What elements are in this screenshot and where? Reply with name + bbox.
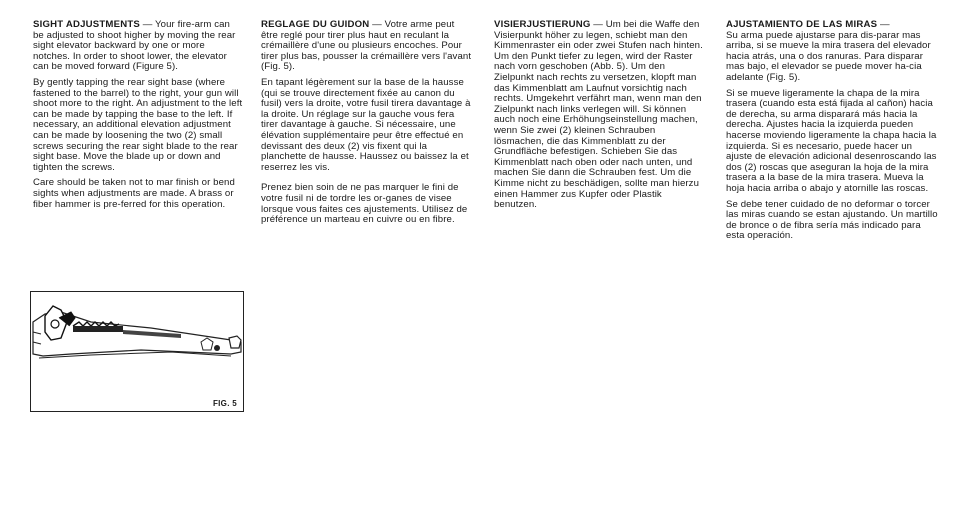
paragraph-es-3: Se debe tener cuidado de no deformar o torcer las miras cuando se estan ajustando. Un martillo de bronce o de fibra sería más indicado para esta operación. [726, 198, 938, 242]
paragraph-es-2: Si se mueve ligeramente la chapa de la mira trasera (cuando esta está fijada al cañon) hacia de derecha, su arma disparará más hacia la derecha. Ajustes hacia la izquierda pueden hacerse moviendo ligeramente la chapa hacia la izquierda. Si es necesario, puede hacer un ajuste de elevación adicional desenroscando las dos (2) roscas que aseguran la hoja de la mira trasera a la base de la mira trasera. Mueva la hoja hacia arriba o abajo y atornille las roscas. [726, 87, 937, 194]
heading-french: REGLAGE DU GUIDON [261, 19, 370, 30]
paragraph-de-1: VISIERJUSTIERUNG — Um bei die Waffe den Visierpunkt höher zu legen, schiebt man den Kimmenraster ein oder zwei Stufen nach hinten. Um den Punkt tiefer zu legen, wird der Raster nach vorn geschoben (Abb. 5). Um den Zielpunkt nach rechts zu versetzen, klopft man das Kimmenblatt am Laufnut vorsichtig nach rechts. Umgekehrt verfährt man, wenn man den Zielpunkt nach links verlegen will. Si können auch noch eine Erhöhungseinstellung machen, wenn Sie zwei (2) kleinen Schrauben lösmachen, die das Kimmenblatt zu der Grundfläche befestigen. Schieben Sie das Kimmenblatt nach oben oder nach unten, und machen Sie dann die Schrauben fest. Um die Kimme nicht zu beschädigen, sollte man hierzu einen Hammer zus Kupfer oder Plastik benutzen. [494, 19, 703, 211]
heading-spanish: AJUSTAMIENTO DE LAS MIRAS [726, 19, 878, 30]
column-french [261, 20, 473, 231]
rear-sight-illustration-icon [31, 292, 243, 411]
paragraph-es-1: AJUSTAMIENTO DE LAS MIRAS — Su arma puede ajustarse para dis-parar mas arriba, si se mueve la mira trasera del elevador hacia atrás, una o dos ranuras. Para disparar mas bajo, el elevador se puede mover ha-cia adelante (Fig. 5). [726, 19, 931, 83]
column-german [494, 20, 704, 216]
paragraph-fr-3: Prenez bien soin de ne pas marquer le fini de votre fusil ni de tordre les or-ganes de visee lorsque vous faites ces ajustements. Utilisez de préférence un marteau en cuivre ou en fibre. [261, 182, 468, 226]
figure-label: FIG. 5 [212, 399, 237, 408]
paragraph-en-2: By gently tapping the rear sight base (where fastened to the barrel) to the right, your gun will shoot more to the right. An adjustment to the left can be made by tapping the base to the left. If necessary, an additional elevation adjustment can be made by loosening the two (2) small screws securing the rear sight blade to the rear sight base. Move the blade up or down and tighten the screws. [33, 76, 243, 173]
text-de-1: Um bei die Waffe den Visierpunkt höher zu legen, schiebt man den Kimmenraster ein oder zwei Stufen nach hinten. Um den Punkt tiefer zu legen, wird der Raster nach vorn geschoben (Abb. 5). Um den Zielpunkt nach rechts zu versetzen, klopft man das Kimmenblatt am Laufnut vorsichtig nach rechts. Umgekehrt verfährt man, wenn man den Zielpunkt nach links verlegen will. Si können auch noch eine Erhöhungseinstellung machen, wenn Sie zwei (2) kleinen Schrauben lösmachen, die das Kimmenblatt zu der Grundfläche befestigen. Schieben Sie das Kimmenblatt nach oben oder nach unten, und machen Sie dann die Schrauben fest. Um die Kimme nicht zu beschädigen, sollte man hierzu einen Hammer zus Kupfer oder Plastik benutzen. [494, 19, 703, 211]
text-en-1: Your fire-arm can be adjusted to shoot higher by moving the rear sight elevator backward by one or more notches. In order to shoot lower, the elevator can be moved forward (Figure 5). [33, 19, 236, 73]
column-spanish [726, 20, 938, 247]
figure-5 [30, 291, 244, 412]
paragraph-fr-2: En tapant légèrement sur la base de la hausse (qui se trouve directement fixée au canon du fusil) vers la droite, votre fusil tirera davantage à la droite. Un réglage sur la gauche vous fera tirer davantage à gauche. Si nécessaire, une élévation supplémentaire peur être effectué en devissant des deux (2) vis fixent qui la planchette de hausse. Haussez ou baissez la et reserrez les vis. [261, 76, 471, 173]
paragraph-en-1: SIGHT ADJUSTMENTS — Your fire-arm can be adjusted to shoot higher by moving the rear sight elevator backward by one or more notches. In order to shoot lower, the elevator can be moved forward (Figure 5). [33, 19, 236, 73]
text-fr-1: Votre arme peut être reglé pour tirer plus haut en reculant la crémaillère d'une ou plusieurs encoches. Pour tirer plus bas, pousser la crémaillère vers l'avant (Fig. 5). [261, 19, 472, 73]
paragraph-fr-1: REGLAGE DU GUIDON — Votre arme peut être reglé pour tirer plus haut en reculant la crémaillère d'une ou plusieurs encoches. Pour tirer plus bas, pousser la crémaillère vers l'avant (Fig. 5). [261, 19, 472, 73]
column-english [33, 20, 243, 215]
paragraph-en-3: Care should be taken not to mar finish or bend sights when adjustments are made. A brass or fiber hammer is pre-ferred for this operation. [33, 177, 235, 210]
heading-german: VISIERJUSTIERUNG [494, 19, 591, 30]
heading-english: SIGHT ADJUSTMENTS [33, 19, 140, 30]
text-es-1: Su arma puede ajustarse para dis-parar mas arriba, si se mueve la mira trasera del elevador hacia atrás, una o dos ranuras. Para disparar mas bajo, el elevador se puede mover ha-cia adelante (Fig. 5). [726, 29, 931, 83]
